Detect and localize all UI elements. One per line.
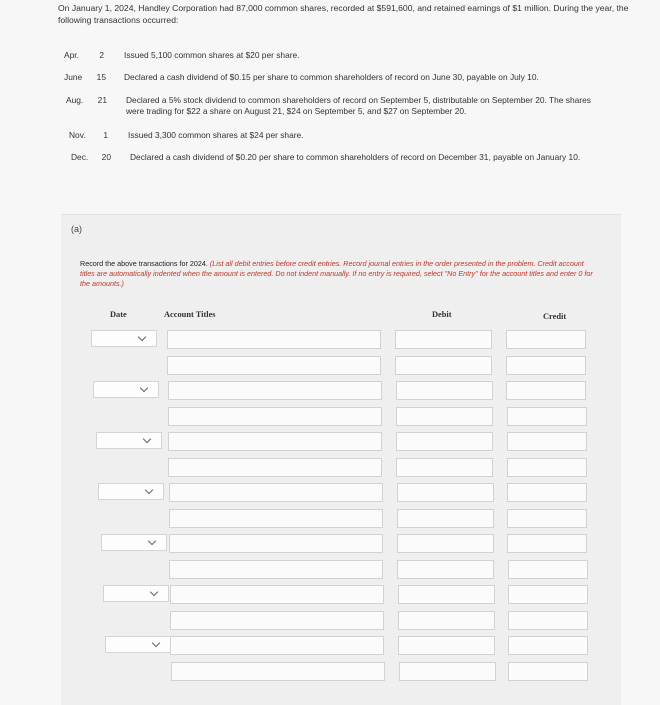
date-select[interactable] bbox=[91, 330, 157, 347]
account-title-input[interactable] bbox=[169, 483, 383, 502]
part-label: (a) bbox=[71, 224, 82, 234]
credit-input[interactable] bbox=[507, 483, 587, 502]
transaction-month: Nov. bbox=[69, 130, 86, 140]
debit-input[interactable] bbox=[395, 330, 492, 349]
date-select[interactable] bbox=[103, 585, 169, 602]
instructions-plain: Record the above transactions for 2024. bbox=[80, 259, 210, 268]
chevron-down-icon bbox=[140, 384, 148, 392]
account-title-input[interactable] bbox=[170, 585, 384, 604]
credit-input[interactable] bbox=[508, 560, 588, 579]
date-select[interactable] bbox=[96, 432, 162, 449]
debit-input[interactable] bbox=[396, 407, 493, 426]
credit-input[interactable] bbox=[507, 534, 587, 553]
credit-header: Credit bbox=[543, 312, 567, 321]
debit-input[interactable] bbox=[399, 662, 496, 681]
transaction-text: Declared a 5% stock dividend to common shareholders of record on September 5, distributable on September 20. The shares were trading for $22 a share on August 21, $24 on September 5, and $27 on September 20. bbox=[126, 95, 591, 116]
debit-input[interactable] bbox=[397, 534, 494, 553]
credit-input[interactable] bbox=[506, 381, 586, 400]
instructions bbox=[80, 259, 600, 290]
debit-input[interactable] bbox=[398, 611, 495, 630]
account-title-input[interactable] bbox=[167, 356, 381, 375]
account-title-input[interactable] bbox=[169, 534, 383, 553]
credit-input[interactable] bbox=[507, 432, 587, 451]
date-select[interactable] bbox=[98, 483, 164, 500]
credit-input[interactable] bbox=[508, 662, 588, 681]
debit-input[interactable] bbox=[396, 381, 493, 400]
debit-input[interactable] bbox=[396, 458, 493, 477]
chevron-down-icon bbox=[150, 588, 158, 596]
debit-input[interactable] bbox=[397, 483, 494, 502]
transaction-month: Dec. bbox=[71, 152, 89, 162]
date-header: Date bbox=[110, 310, 127, 319]
credit-input[interactable] bbox=[508, 611, 588, 630]
date-select[interactable] bbox=[93, 381, 159, 398]
problem-intro: On January 1, 2024, Handley Corporation had 87,000 common shares, recorded at $591,600, and retained earnings of $1 million. During the year, the following transactions occurred: bbox=[58, 3, 629, 25]
debit-input[interactable] bbox=[395, 356, 492, 375]
chevron-down-icon bbox=[152, 639, 160, 647]
account-title-input[interactable] bbox=[167, 330, 381, 349]
transaction-day: 15 bbox=[96, 72, 106, 82]
account-title-input[interactable] bbox=[171, 662, 385, 681]
account-title-input[interactable] bbox=[168, 458, 382, 477]
chevron-down-icon bbox=[138, 333, 146, 341]
transaction-text: Issued 5,100 common shares at $20 per share. bbox=[124, 50, 300, 60]
debit-header: Debit bbox=[432, 310, 452, 319]
chevron-down-icon bbox=[143, 435, 151, 443]
credit-input[interactable] bbox=[506, 330, 586, 349]
credit-input[interactable] bbox=[506, 356, 586, 375]
transaction-text: Declared a cash dividend of $0.20 per share to common shareholders of record on December 31, payable on January 10. bbox=[130, 152, 581, 162]
credit-input[interactable] bbox=[508, 636, 588, 655]
chevron-down-icon bbox=[145, 486, 153, 494]
transaction-month: June bbox=[64, 72, 83, 82]
transaction-text: Issued 3,300 common shares at $24 per share. bbox=[128, 130, 304, 140]
account-titles-header: Account Titles bbox=[164, 310, 216, 319]
account-title-input[interactable] bbox=[170, 636, 384, 655]
transaction-month: Aug. bbox=[66, 95, 84, 105]
credit-input[interactable] bbox=[507, 509, 587, 528]
account-title-input[interactable] bbox=[168, 407, 382, 426]
account-title-input[interactable] bbox=[170, 611, 384, 630]
credit-input[interactable] bbox=[507, 458, 587, 477]
debit-input[interactable] bbox=[396, 432, 493, 451]
credit-input[interactable] bbox=[508, 585, 588, 604]
debit-input[interactable] bbox=[398, 636, 495, 655]
date-select[interactable] bbox=[105, 636, 171, 653]
account-title-input[interactable] bbox=[168, 432, 382, 451]
transaction-day: 2 bbox=[99, 50, 104, 60]
date-select[interactable] bbox=[101, 534, 167, 551]
transaction-text: Declared a cash dividend of $0.15 per share to common shareholders of record on June 30, payable on July 10. bbox=[124, 72, 539, 82]
transaction-day: 1 bbox=[103, 130, 108, 140]
chevron-down-icon bbox=[147, 537, 155, 545]
credit-input[interactable] bbox=[507, 407, 587, 426]
account-title-input[interactable] bbox=[169, 509, 383, 528]
account-title-input[interactable] bbox=[168, 381, 382, 400]
debit-input[interactable] bbox=[397, 509, 494, 528]
transaction-day: 20 bbox=[101, 152, 111, 162]
account-title-input[interactable] bbox=[169, 560, 383, 579]
debit-input[interactable] bbox=[397, 560, 494, 579]
transaction-month: Apr. bbox=[64, 50, 79, 60]
debit-input[interactable] bbox=[398, 585, 495, 604]
transaction-day: 21 bbox=[97, 95, 107, 105]
instructions-italic: (List all debit entries before credit entries. Record journal entries in the order presented in the problem. Credit account titles are automatically indented when the amount is entered. Do not indent manually. If no entry is required, select "No Entry" for the account titles and enter 0 for the amounts.) bbox=[80, 259, 593, 289]
